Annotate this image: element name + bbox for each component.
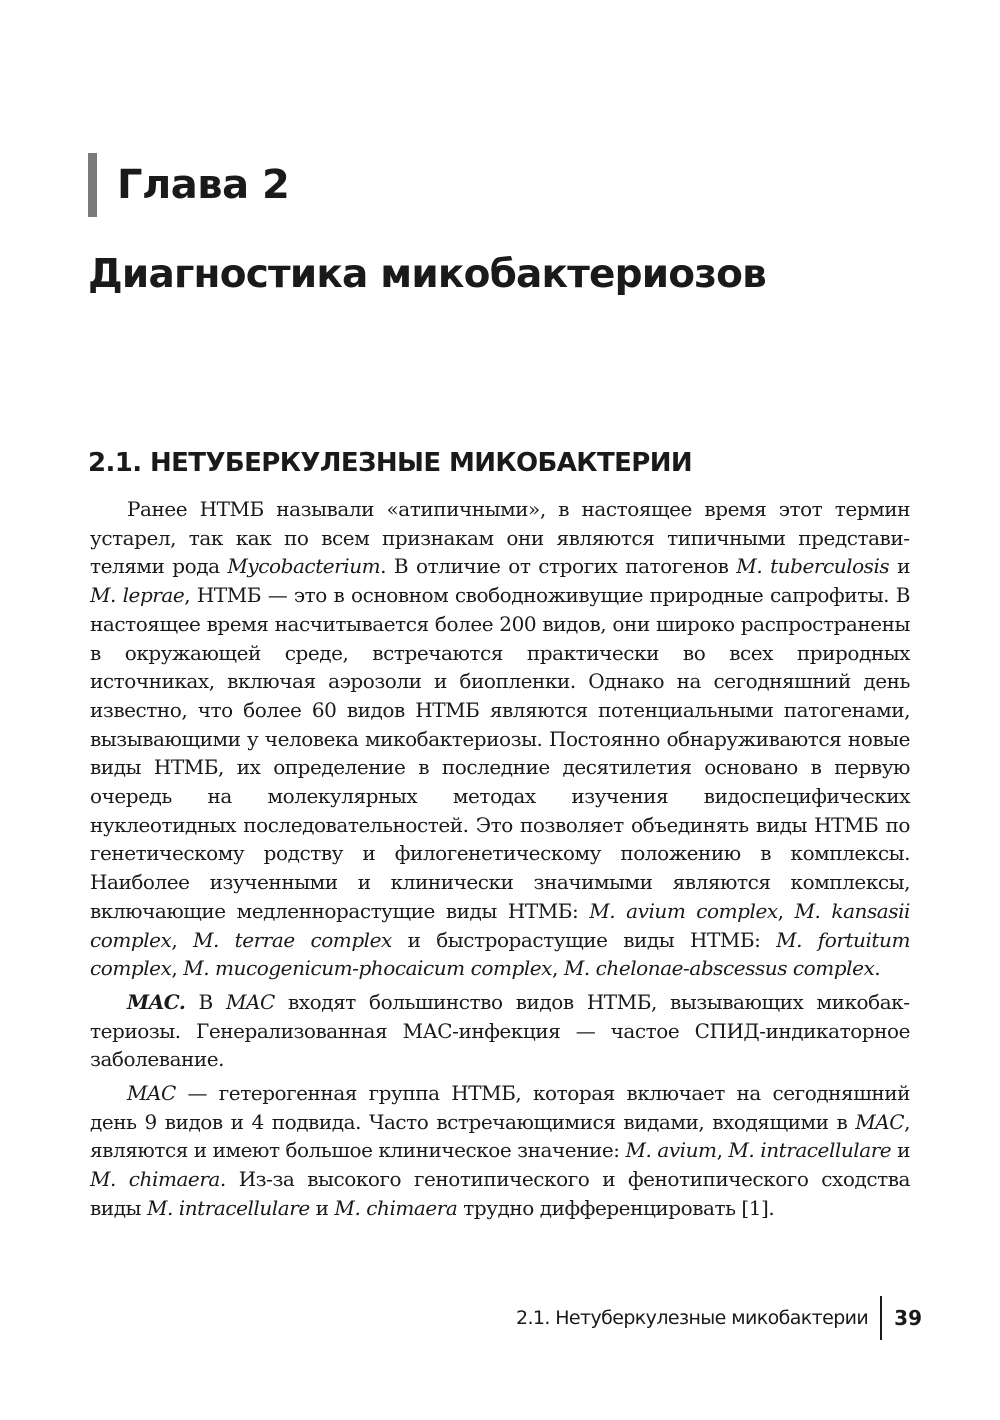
italic-term: M. chelonae-abscessus complex	[563, 956, 875, 981]
italic-term: MAC	[225, 989, 275, 1014]
text-run: и	[889, 554, 910, 579]
paragraph-1	[90, 495, 910, 983]
paragraph-2	[90, 988, 910, 1074]
text-run: ,	[551, 956, 564, 981]
text-run: трудно дифференцировать [1].	[457, 1195, 775, 1220]
text-run: , НТМБ — это в основном свободноживущие природные сапрофиты. В настоящее время насчитывается более 200 видов, они широко распространены в окружающей среде, встречаются практически во всех природных источниках, включая аэрозоли и биопленки. Однако на сегодняшний день известно, что более 60 видов НТМБ являются потенциальными патогенами, вызывающими у человека микобактериозы. Постоянно обнаруживаются новые виды НТМБ, их определение в последние десятилетия основано в первую очередь на молекулярных методах изучения видоспецифических нуклеотидных последовательностей. Это позволяет объединять виды НТМБ по генетическому родству и филогенетическому положению в комплексы. Наиболее изученными и клинически значимыми являются комплексы, включающие медленнорастущие виды НТМБ:	[90, 583, 911, 923]
text-run: ,	[171, 927, 194, 952]
italic-term: M. leprae	[90, 583, 185, 608]
text-run: . В отличие от строгих патогенов	[380, 554, 737, 579]
body-text	[90, 495, 910, 1228]
footer-divider	[880, 1296, 882, 1340]
italic-term: MAC	[127, 1081, 176, 1106]
bold-italic-term: MAC.	[127, 989, 186, 1014]
text-run: ,	[777, 898, 795, 923]
chapter-accent-bar	[88, 153, 97, 217]
italic-term: M. intracellulare	[146, 1195, 310, 1220]
italic-term: M. terrae complex	[193, 927, 392, 952]
text-run: — гетерогенная группа НТМБ, которая включает на сегодняшний день 9 видов и 4 подвида. Часто встречающимися видами, входящими в	[90, 1081, 910, 1134]
text-run: и быстрорастущие виды НТМБ:	[391, 927, 777, 952]
paragraph-3	[90, 1079, 910, 1223]
text-run: .	[874, 956, 881, 981]
italic-term: Mycobacterium	[227, 554, 381, 579]
italic-term: M. chimaera	[90, 1167, 220, 1192]
text-run: . Из-за высокого генотипического и фенотипического сходства виды	[90, 1167, 910, 1220]
text-run: Ранее НТМБ называли «атипичными», в настоящее время этот термин устарел, так как по всем признакам они являются типичными представителями рода	[90, 497, 910, 579]
italic-term: M. chimaera	[334, 1195, 458, 1220]
italic-term: M. mucogenicum-phocaicum complex	[183, 956, 552, 981]
italic-term: M. intracellulare	[728, 1138, 892, 1163]
text-run: ,	[171, 956, 184, 981]
text-run: и	[891, 1138, 910, 1163]
text-run: ,	[716, 1138, 729, 1163]
chapter-label: Глава 2	[117, 162, 290, 208]
italic-term: M. avium	[625, 1138, 717, 1163]
italic-term: M. avium complex	[589, 898, 778, 923]
footer-section-title: 2.1. Нетуберкулезные микобактерии	[515, 1307, 869, 1329]
running-footer	[516, 1296, 922, 1340]
italic-term: M. kansasii complex	[90, 898, 910, 952]
page-number: 39	[894, 1306, 922, 1330]
text-run: , являются и имеют большое клиническое значение:	[90, 1109, 910, 1163]
text-run: и	[309, 1195, 335, 1220]
italic-term: M. tuberculosis	[736, 554, 890, 579]
italic-term: M. fortuitum complex	[90, 927, 910, 981]
section-heading: 2.1. НЕТУБЕРКУЛЕЗНЫЕ МИКОБАКТЕРИИ	[88, 448, 693, 478]
text-run: входят большинство видов НТМБ, вызывающих микобактериозы. Генерализованная МАС-инфекция — частое СПИД-индикаторное заболевание.	[90, 989, 911, 1072]
chapter-title: Диагностика микобактериозов	[88, 252, 767, 297]
italic-term: MAC	[855, 1109, 905, 1134]
text-run: В	[185, 989, 226, 1014]
chapter-header	[88, 152, 289, 218]
